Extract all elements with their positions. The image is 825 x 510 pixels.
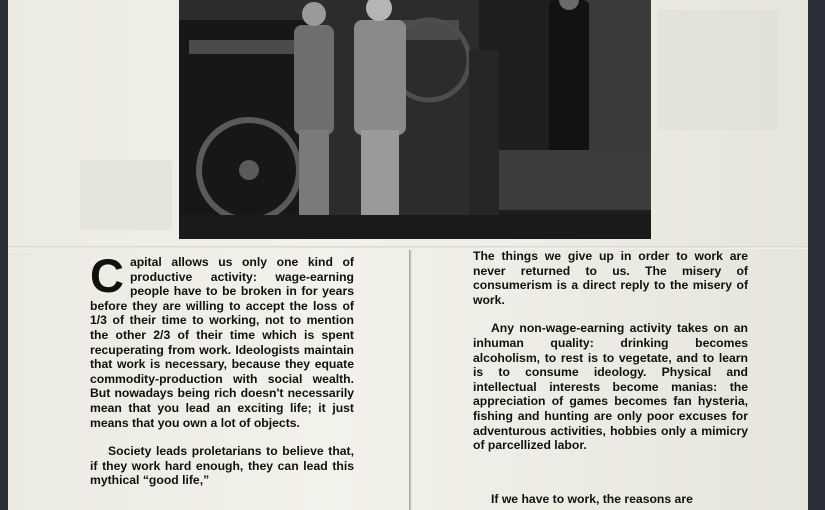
right-paragraph-1: The things we give up in order to work are never returned to us. The misery of consumerism is a direct reply to the misery of work. [473,249,748,307]
paper-fold-vertical [409,250,412,510]
right-text-column [473,249,748,506]
right-paragraph-2: Any non-wage-earning activity takes on an inhuman quality: drinking becomes alcoholism, to rest is to vegetate, and to learn is to consume ideology. Physical and intellectual interests become manias: the appreciation of games becomes fan hysteria, fishing and hunting are only poor excuses for adventurous activities, hobbies only a mimicry of parcellized labor. [473,321,748,453]
drop-cap: C [90,249,124,302]
show-through-text [80,160,172,230]
left-paragraph-1: Capital allows us only one kind of productive activity: wage-earning people have to be broken in for years before they are willing to accept the loss of 1/3 of their time to working, not to mention the other 2/3 of their time which is spent recuperating from work. Ideologists maintain that work is necessary, because they equate commodity-production with social wealth. But nowadays being rich doesn't necessarily mean that you lead an exciting life; it just means that you own a lot of objects. [90,249,354,430]
right-paragraph-3: If we have to work, the reasons are [491,491,693,506]
factory-workers-photo [179,0,651,239]
left-text-column [90,249,354,488]
show-through-text [658,10,778,130]
left-paragraph-2: Society leads proletarians to believe that, if they work hard enough, they can lead this mythical “good life,” [90,444,354,488]
printed-page [8,0,808,510]
photo-illustration [179,0,651,239]
